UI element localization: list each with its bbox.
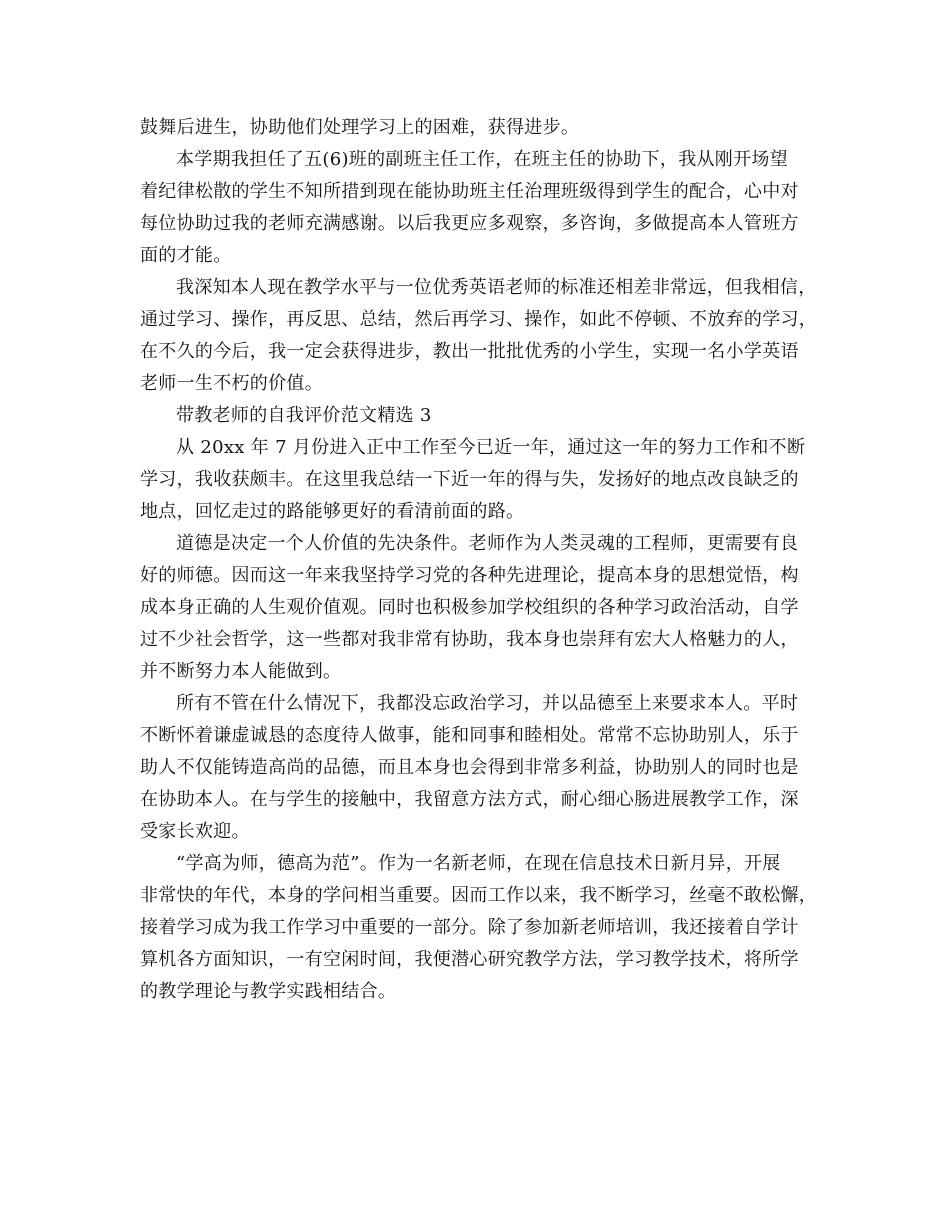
text-line: 地点，回忆走过的路能够更好的看清前面的路。	[140, 501, 525, 522]
text-line: 从 20xx 年 7 月份进入正中工作至今已近一年，通过这一年的努力工作和不断	[176, 437, 806, 458]
text-line: 学习，我收获颇丰。在这里我总结一下近一年的得与失，发扬好的地点改良缺乏的	[140, 469, 799, 490]
text-line: 所有不管在什么情况下，我都没忘政治学习，并以品德至上来要求本人。平时	[176, 693, 799, 714]
text-line: 助人不仅能铸造高尚的品德，而且本身也会得到非常多利益，协助别人的同时也是	[140, 757, 799, 778]
text-line: 不断怀着谦虚诚恳的态度待人做事，能和同事和睦相处。常常不忘协助别人，乐于	[140, 725, 799, 746]
document-body	[140, 112, 818, 1008]
text-line: 每位协助过我的老师充满感谢。以后我更应多观察，多咨询，多做提高本人管班方	[140, 213, 799, 234]
text-line: 道德是决定一个人价值的先决条件。老师作为人类灵魂的工程师，更需要有良	[176, 533, 799, 554]
text-line: 非常快的年代，本身的学问相当重要。因而工作以来，我不断学习，丝毫不敢松懈，	[140, 885, 818, 906]
text-line: 本学期我担任了五(6)班的副班主任工作，在班主任的协助下，我从刚开场望	[176, 149, 788, 170]
text-line: 的教学理论与教学实践相结合。	[140, 981, 397, 1002]
text-line: 好的师德。因而这一年来我坚持学习党的各种先进理论，提高本身的思想觉悟，构	[140, 565, 799, 586]
text-line: 着纪律松散的学生不知所措到现在能协助班主任治理班级得到学生的配合，心中对	[140, 181, 799, 202]
text-line: 面的才能。	[140, 245, 232, 266]
text-line: 鼓舞后进生，协助他们处理学习上的困难，获得进步。	[140, 117, 580, 138]
text-line: 在不久的今后，我一定会获得进步，教出一批批优秀的小学生，实现一名小学英语	[140, 341, 799, 362]
text-line: 过不少社会哲学，这一些都对我非常有协助，我本身也崇拜有宏大人格魅力的人，	[140, 629, 799, 650]
text-line: 通过学习、操作，再反思、总结，然后再学习、操作，如此不停顿、不放弃的学习，	[140, 309, 818, 330]
text-line: 受家长欢迎。	[140, 821, 250, 842]
text-line: 在协助本人。在与学生的接触中，我留意方法方式，耐心细心肠进展教学工作，深	[140, 789, 799, 810]
text-line: “学高为师，德高为范”。作为一名新老师，在现在信息技术日新月异，开展	[176, 853, 781, 874]
text-line: 算机各方面知识，一有空闲时间，我便潜心研究教学方法，学习教学技术，将所学	[140, 949, 799, 970]
text-line: 成本身正确的人生观价值观。同时也积极参加学校组织的各种学习政治活动，自学	[140, 597, 799, 618]
text-line: 并不断努力本人能做到。	[140, 661, 342, 682]
section-heading: 带教老师的自我评价范文精选 3	[176, 405, 432, 426]
text-line: 我深知本人现在教学水平与一位优秀英语老师的标准还相差非常远，但我相信，	[176, 277, 817, 298]
text-line: 老师一生不朽的价值。	[140, 373, 323, 394]
text-line: 接着学习成为我工作学习中重要的一部分。除了参加新老师培训，我还接着自学计	[140, 917, 799, 938]
